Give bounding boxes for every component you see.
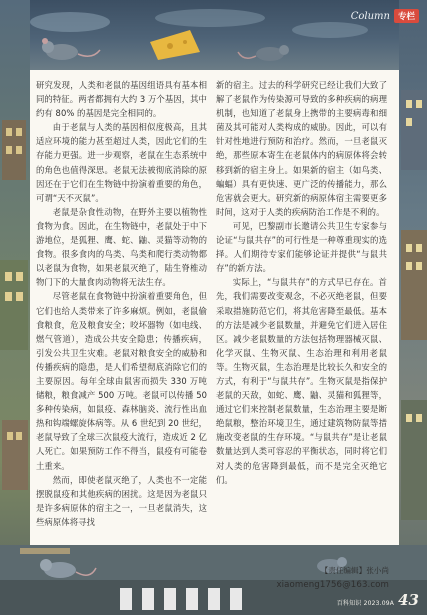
page-number: 43 xyxy=(398,591,419,609)
paragraph: 研究发现，人类和老鼠的基因组语具有基本相同的特征。两者都拥有大约 3 万个基因，其中约有 80% 的基因是完全相同的。 xyxy=(36,80,207,119)
article-column-right xyxy=(216,78,387,487)
paragraph: 可见，巴黎副市长邀请公共卫生专家参与论证“与鼠共存”的可行性是一种尊重现实的选择。人们期待专家们能够论证并提供“与鼠共存”的新方法。 xyxy=(216,220,387,274)
paragraph: 实际上，“与鼠共存”的方式早已存在。首先，我们需要改变观念，不必灭绝老鼠，但要采取措施防范它们，将其危害降至最低。基本的方法是减少老鼠数量，并避免它们进入居住区。减少老鼠数量的方法包括物理器械灭鼠、化学灭鼠、生物灭鼠、生态治理和利用老鼠等。生物灭鼠，生态治理是比较长久和安全的方式，有利于“与鼠共存”。生物灭鼠是指保护老鼠的天敌，如蛇、鹰、鼬、灵猫和狐狸等，通过它们来控制老鼠数量，生态治理主要是断绝鼠粮，整治环境卫生，通过建筑物防鼠等措施改变老鼠的生存环境。“与鼠共存”是让老鼠数量达到人类可容忍的平衡状态，同时将它们对人类的危害降到最低，而不是完全灭绝它们。 xyxy=(216,277,387,485)
column-badge: 专栏 xyxy=(394,9,419,23)
editor-credit: 【责任编辑】张小尚 xyxy=(320,566,389,575)
paragraph: 由于老鼠与人类的基因相似度极高，且其适应环境的能力甚至超过人类，因此它们的生存能力更强。进一步观察，老鼠在生态系统中的角色也值得深思。老鼠无法被彻底消除的原因还在于它们在生物链中扮演着重要的角色，可谓“天不灭鼠”。 xyxy=(36,122,207,203)
page-footer xyxy=(337,591,419,609)
column-word: Column xyxy=(350,10,390,22)
article-column-left xyxy=(36,78,207,529)
paragraph: 老鼠是杂食性动物，在野外主要以植物性食物为食。因此，在生物链中，老鼠处于中下游地位，是狐狸、鹰、蛇、鼬、灵猫等动物的食物。很多食肉的鸟类、鸟类和爬行类动物都以老鼠为食物，如果老鼠灭绝了，陆生脊椎动物门下的大量食肉动物将无法生存。 xyxy=(36,206,207,288)
paragraph: 新的宿主。过去的科学研究已经让我们大致了解了老鼠作为传染源可导致的多种疾病的病理机制，也知道了老鼠身上携带的主要病毒和细菌及其可能对人类构成的威胁。因此，可以有针对性地进行预防和治疗。然而，一旦老鼠灭绝，那些原本寄生在老鼠体内的病原体将会转移到新的宿主身上。如果新的宿主（如鸟类、蝙蝠）具有更快速、更广泛的传播能力，那么危害就会更大。研究新的病原体宿主需要更多时间，这对于人类的疾病防治工作是不利的。 xyxy=(216,80,387,217)
magazine-issue: 百科知识 2023.09A xyxy=(336,600,395,607)
paragraph: 尽管老鼠在食物链中扮演着重要角色，但它们也给人类带来了许多麻烦。例如，老鼠偷食粮食，危及粮食安全；咬坏器物（如电线、燃气管道），造成公共安全隐患；传播疾病，引发公共卫生灾难。老鼠对粮食安全的威胁和传播疾病的隐患，是人们希望彻底消除它们的主要原因。每年全球由鼠害而损失 330 万吨储粮，粮食减产 500 万吨。老鼠可以传播 50 多种传染病，如鼠疫、森林脑炎、流行性出血热和钩端螺旋体病等。从 6 世纪到 20 世纪，老鼠导致了全球三次鼠疫大流行，造成近 2 亿人死亡。如果预防工作不得当，鼠疫有可能卷土重来。 xyxy=(36,291,207,471)
paragraph: 然而，即使老鼠灭绝了，人类也不一定能摆脱鼠疫和其他疾病的困扰。这是因为老鼠只是许多病原体的宿主之一，一旦老鼠消失，这些病原体将寻找 xyxy=(36,474,207,527)
editor-email: xiaomeng1756@163.com xyxy=(276,580,389,590)
column-tag xyxy=(351,9,419,23)
